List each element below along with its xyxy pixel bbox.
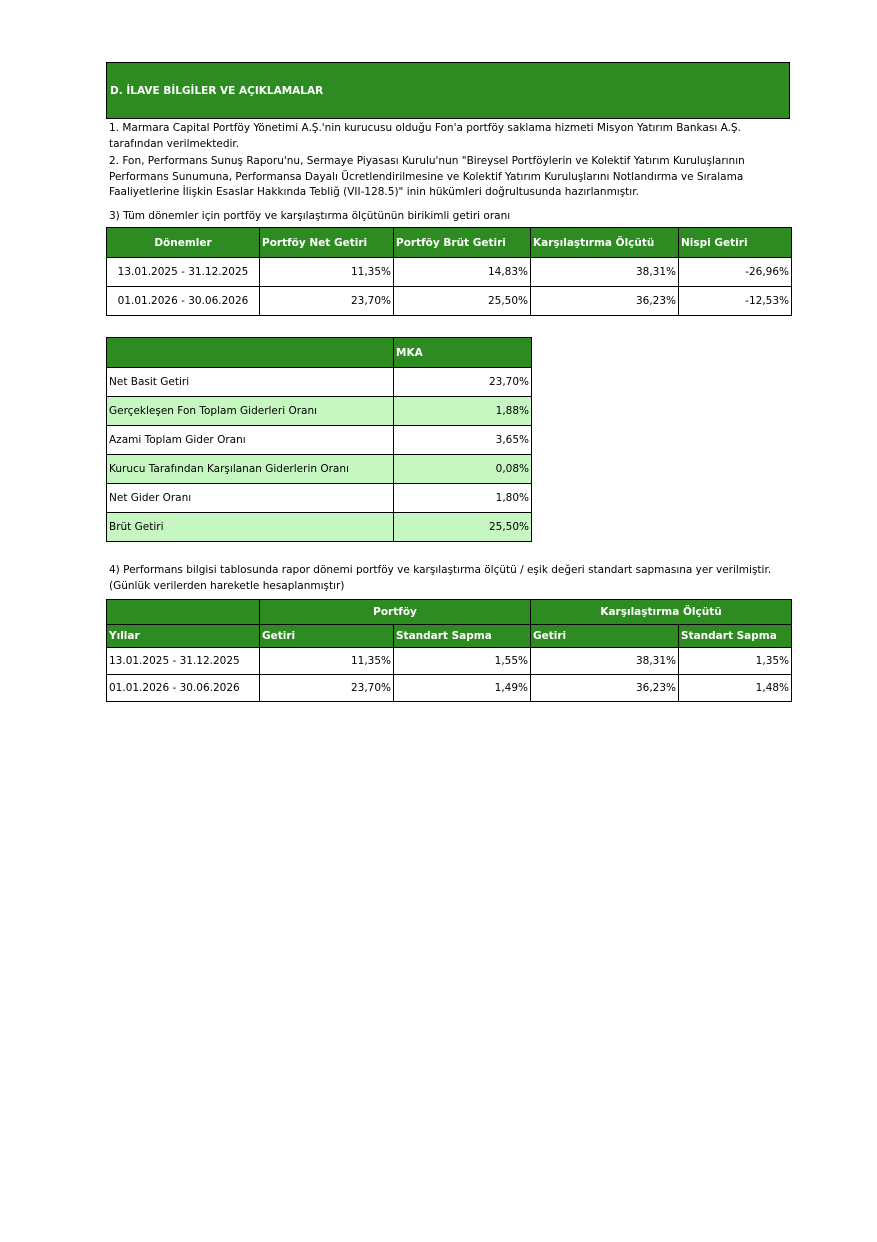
portfolio-stddev-cell: 1,49% bbox=[394, 675, 531, 702]
net-return-cell: 23,70% bbox=[260, 287, 394, 316]
col-header-benchmark-stddev: Standart Sapma bbox=[679, 625, 792, 648]
relative-return-cell: -26,96% bbox=[679, 258, 792, 287]
benchmark-cell: 36,23% bbox=[531, 287, 679, 316]
note-4: 4) Performans bilgisi tablosunda rapor dönemi portföy ve karşılaştırma ölçütü / eşik değeri standart sapmasına yer verilmiştir. (Günlük verilerden hareketle hesaplanmıştır) bbox=[109, 564, 772, 592]
table-row bbox=[107, 513, 532, 542]
portfolio-return-cell: 23,70% bbox=[260, 675, 394, 702]
section-header bbox=[106, 62, 790, 119]
portfolio-stddev-cell: 1,55% bbox=[394, 648, 531, 675]
benchmark-return-cell: 38,31% bbox=[531, 648, 679, 675]
gross-return-cell: 25,50% bbox=[394, 287, 531, 316]
table-row bbox=[107, 484, 532, 513]
note-3: 3) Tüm dönemler için portföy ve karşılaştırma ölçütünün birikimli getiri oranı bbox=[109, 210, 511, 222]
group-header-benchmark: Karşılaştırma Ölçütü bbox=[531, 600, 792, 625]
metric-value: 0,08% bbox=[394, 455, 532, 484]
metric-value: 1,80% bbox=[394, 484, 532, 513]
group-header-portfolio: Portföy bbox=[260, 600, 531, 625]
gross-return-cell: 14,83% bbox=[394, 258, 531, 287]
col-header-portfolio-stddev: Standart Sapma bbox=[394, 625, 531, 648]
period-cell: 13.01.2025 - 31.12.2025 bbox=[107, 648, 260, 675]
relative-return-cell: -12,53% bbox=[679, 287, 792, 316]
col-header-portfolio-return: Getiri bbox=[260, 625, 394, 648]
col-header-gross-return: Portföy Brüt Getiri bbox=[394, 228, 531, 258]
table-row bbox=[107, 455, 532, 484]
table-row bbox=[107, 397, 532, 426]
empty-header-cell bbox=[107, 338, 394, 368]
metric-label: Brüt Getiri bbox=[107, 513, 394, 542]
empty-header-cell bbox=[107, 600, 260, 625]
col-header-mka: MKA bbox=[394, 338, 532, 368]
benchmark-cell: 38,31% bbox=[531, 258, 679, 287]
expense-ratio-table bbox=[106, 337, 532, 542]
period-cell: 01.01.2026 - 30.06.2026 bbox=[107, 675, 260, 702]
section-title: D. İLAVE BİLGİLER VE AÇIKLAMALAR bbox=[110, 85, 324, 97]
col-header-benchmark: Karşılaştırma Ölçütü bbox=[531, 228, 679, 258]
portfolio-return-cell: 11,35% bbox=[260, 648, 394, 675]
metric-value: 23,70% bbox=[394, 368, 532, 397]
benchmark-return-cell: 36,23% bbox=[531, 675, 679, 702]
col-header-benchmark-return: Getiri bbox=[531, 625, 679, 648]
table-row bbox=[107, 675, 792, 702]
metric-label: Azami Toplam Gider Oranı bbox=[107, 426, 394, 455]
table-row bbox=[107, 287, 792, 316]
note-1: 1. Marmara Capital Portföy Yönetimi A.Ş.'nin kurucusu olduğu Fon'a portföy saklama hizmeti Misyon Yatırım Bankası A.Ş. tarafından verilmektedir. bbox=[109, 122, 741, 150]
period-cell: 13.01.2025 - 31.12.2025 bbox=[107, 258, 260, 287]
benchmark-stddev-cell: 1,48% bbox=[679, 675, 792, 702]
table-row bbox=[107, 426, 532, 455]
table-row bbox=[107, 368, 532, 397]
metric-value: 25,50% bbox=[394, 513, 532, 542]
metric-value: 3,65% bbox=[394, 426, 532, 455]
period-cell: 01.01.2026 - 30.06.2026 bbox=[107, 287, 260, 316]
metric-label: Net Basit Getiri bbox=[107, 368, 394, 397]
col-header-periods: Dönemler bbox=[107, 228, 260, 258]
metric-label: Kurucu Tarafından Karşılanan Giderlerin Oranı bbox=[107, 455, 394, 484]
col-header-relative-return: Nispi Getiri bbox=[679, 228, 792, 258]
metric-label: Gerçekleşen Fon Toplam Giderleri Oranı bbox=[107, 397, 394, 426]
std-deviation-table bbox=[106, 599, 792, 702]
col-header-years: Yıllar bbox=[107, 625, 260, 648]
cumulative-return-table bbox=[106, 227, 792, 316]
note-2: 2. Fon, Performans Sunuş Raporu'nu, Sermaye Piyasası Kurulu'nun "Bireysel Portföylerin ve Kolektif Yatırım Kuruluşlarının Performans Sunumuna, Performansa Dayalı Ücretlendirilmesine ve Kolektif Yatırım Kuruluşlarını Notlandırma ve Sıralama Faaliyetlerine İlişkin Esaslar Hakkında Tebliğ (VII-128.5)" inin hükümleri doğrultusunda hazırlanmıştır. bbox=[109, 155, 745, 198]
metric-label: Net Gider Oranı bbox=[107, 484, 394, 513]
benchmark-stddev-cell: 1,35% bbox=[679, 648, 792, 675]
metric-value: 1,88% bbox=[394, 397, 532, 426]
net-return-cell: 11,35% bbox=[260, 258, 394, 287]
table-row bbox=[107, 258, 792, 287]
col-header-net-return: Portföy Net Getiri bbox=[260, 228, 394, 258]
table-row bbox=[107, 648, 792, 675]
